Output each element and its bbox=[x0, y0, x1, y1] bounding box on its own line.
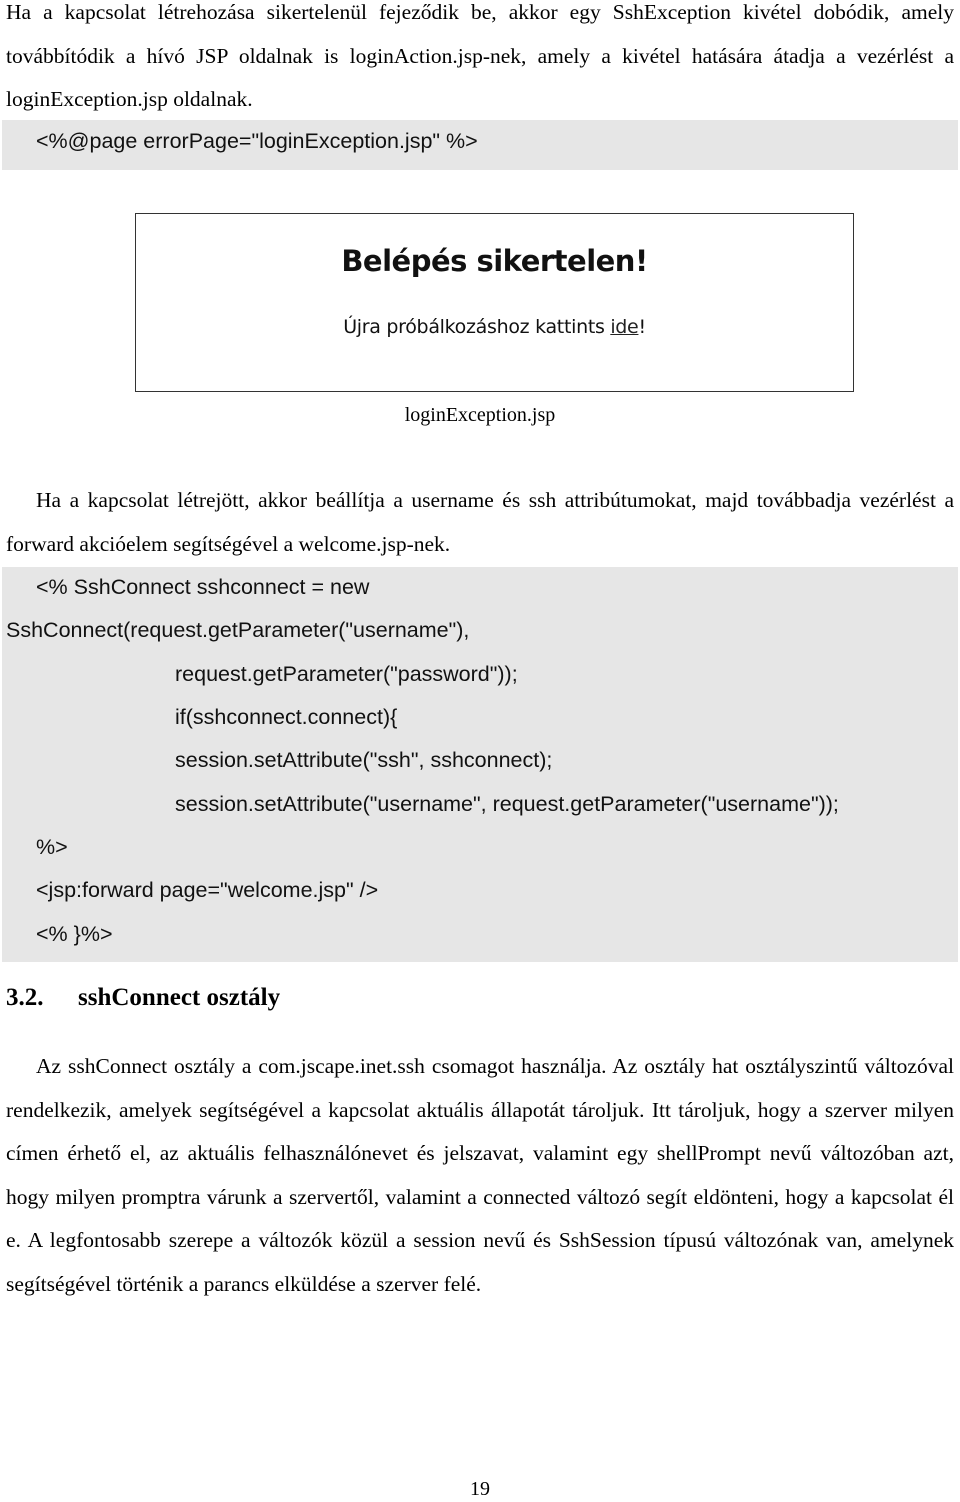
login-failed-title: Belépés sikertelen! bbox=[341, 244, 648, 278]
login-failed-screenshot bbox=[135, 213, 854, 392]
intro-paragraph: Ha a kapcsolat létrehozása sikertelenül fejeződik be, akkor egy SshException kivétel dobódik, amely továbbítódik a hívó JSP oldalnak is loginAction.jsp-nek, amely a kivétel hatására átadja a vezérlést a loginException.jsp oldalnak. bbox=[6, 0, 954, 111]
section-paragraph: Az sshConnect osztály a com.jscape.inet.ssh csomagot használja. Az osztály hat osztályszintű változóval rendelkezik, amelyek segítségével a kapcsolat aktuális állapotát tároljuk. Itt tároljuk, hogy a szerver milyen címen érhető el, az aktuális felhasználónevet és jelszavat, valamint egy shellPrompt nevű változóban azt, hogy milyen promptra várunk a szervertől, valamint a connected változó segít eldönteni, hogy a kapcsolat él e. A legfontosabb szerepe a változók közül a session nevű és SshSession típusú változónak van, amelynek segítségével történik a parancs elküldése a szerver felé. bbox=[6, 1054, 954, 1296]
section-title: sshConnect osztály bbox=[78, 984, 281, 1011]
section-heading bbox=[6, 984, 280, 1012]
retry-message bbox=[136, 316, 853, 338]
jsp-code-block bbox=[2, 567, 958, 962]
figure-caption: loginException.jsp bbox=[404, 404, 556, 426]
code-line: <jsp:forward page="welcome.jsp" /> bbox=[36, 878, 379, 902]
code-line: %> bbox=[36, 835, 68, 859]
code-line: session.setAttribute("ssh", sshconnect); bbox=[175, 748, 553, 772]
errorpage-code-block bbox=[2, 120, 958, 170]
code-line: session.setAttribute("username", request.getParameter("username")); bbox=[175, 792, 839, 816]
section-number: 3.2. bbox=[6, 984, 44, 1011]
errorpage-directive: <%@page errorPage="loginException.jsp" %> bbox=[36, 129, 478, 153]
code-line: request.getParameter("password")); bbox=[175, 662, 518, 686]
code-line: SshConnect(request.getParameter("username"), bbox=[6, 618, 470, 642]
retry-suffix: ! bbox=[638, 316, 646, 338]
page-number: 19 bbox=[470, 1478, 490, 1500]
code-line: <% SshConnect sshconnect = new bbox=[36, 575, 370, 599]
retry-link[interactable]: ide bbox=[610, 316, 639, 338]
retry-text: Újra próbálkozáshoz kattints bbox=[343, 316, 611, 338]
code-line: if(sshconnect.connect){ bbox=[175, 705, 398, 729]
middle-paragraph: Ha a kapcsolat létrejött, akkor beállítja a username és ssh attribútumokat, majd továbbadja vezérlést a forward akcióelem segítségével a welcome.jsp-nek. bbox=[6, 488, 954, 556]
code-line: <% }%> bbox=[36, 922, 113, 946]
